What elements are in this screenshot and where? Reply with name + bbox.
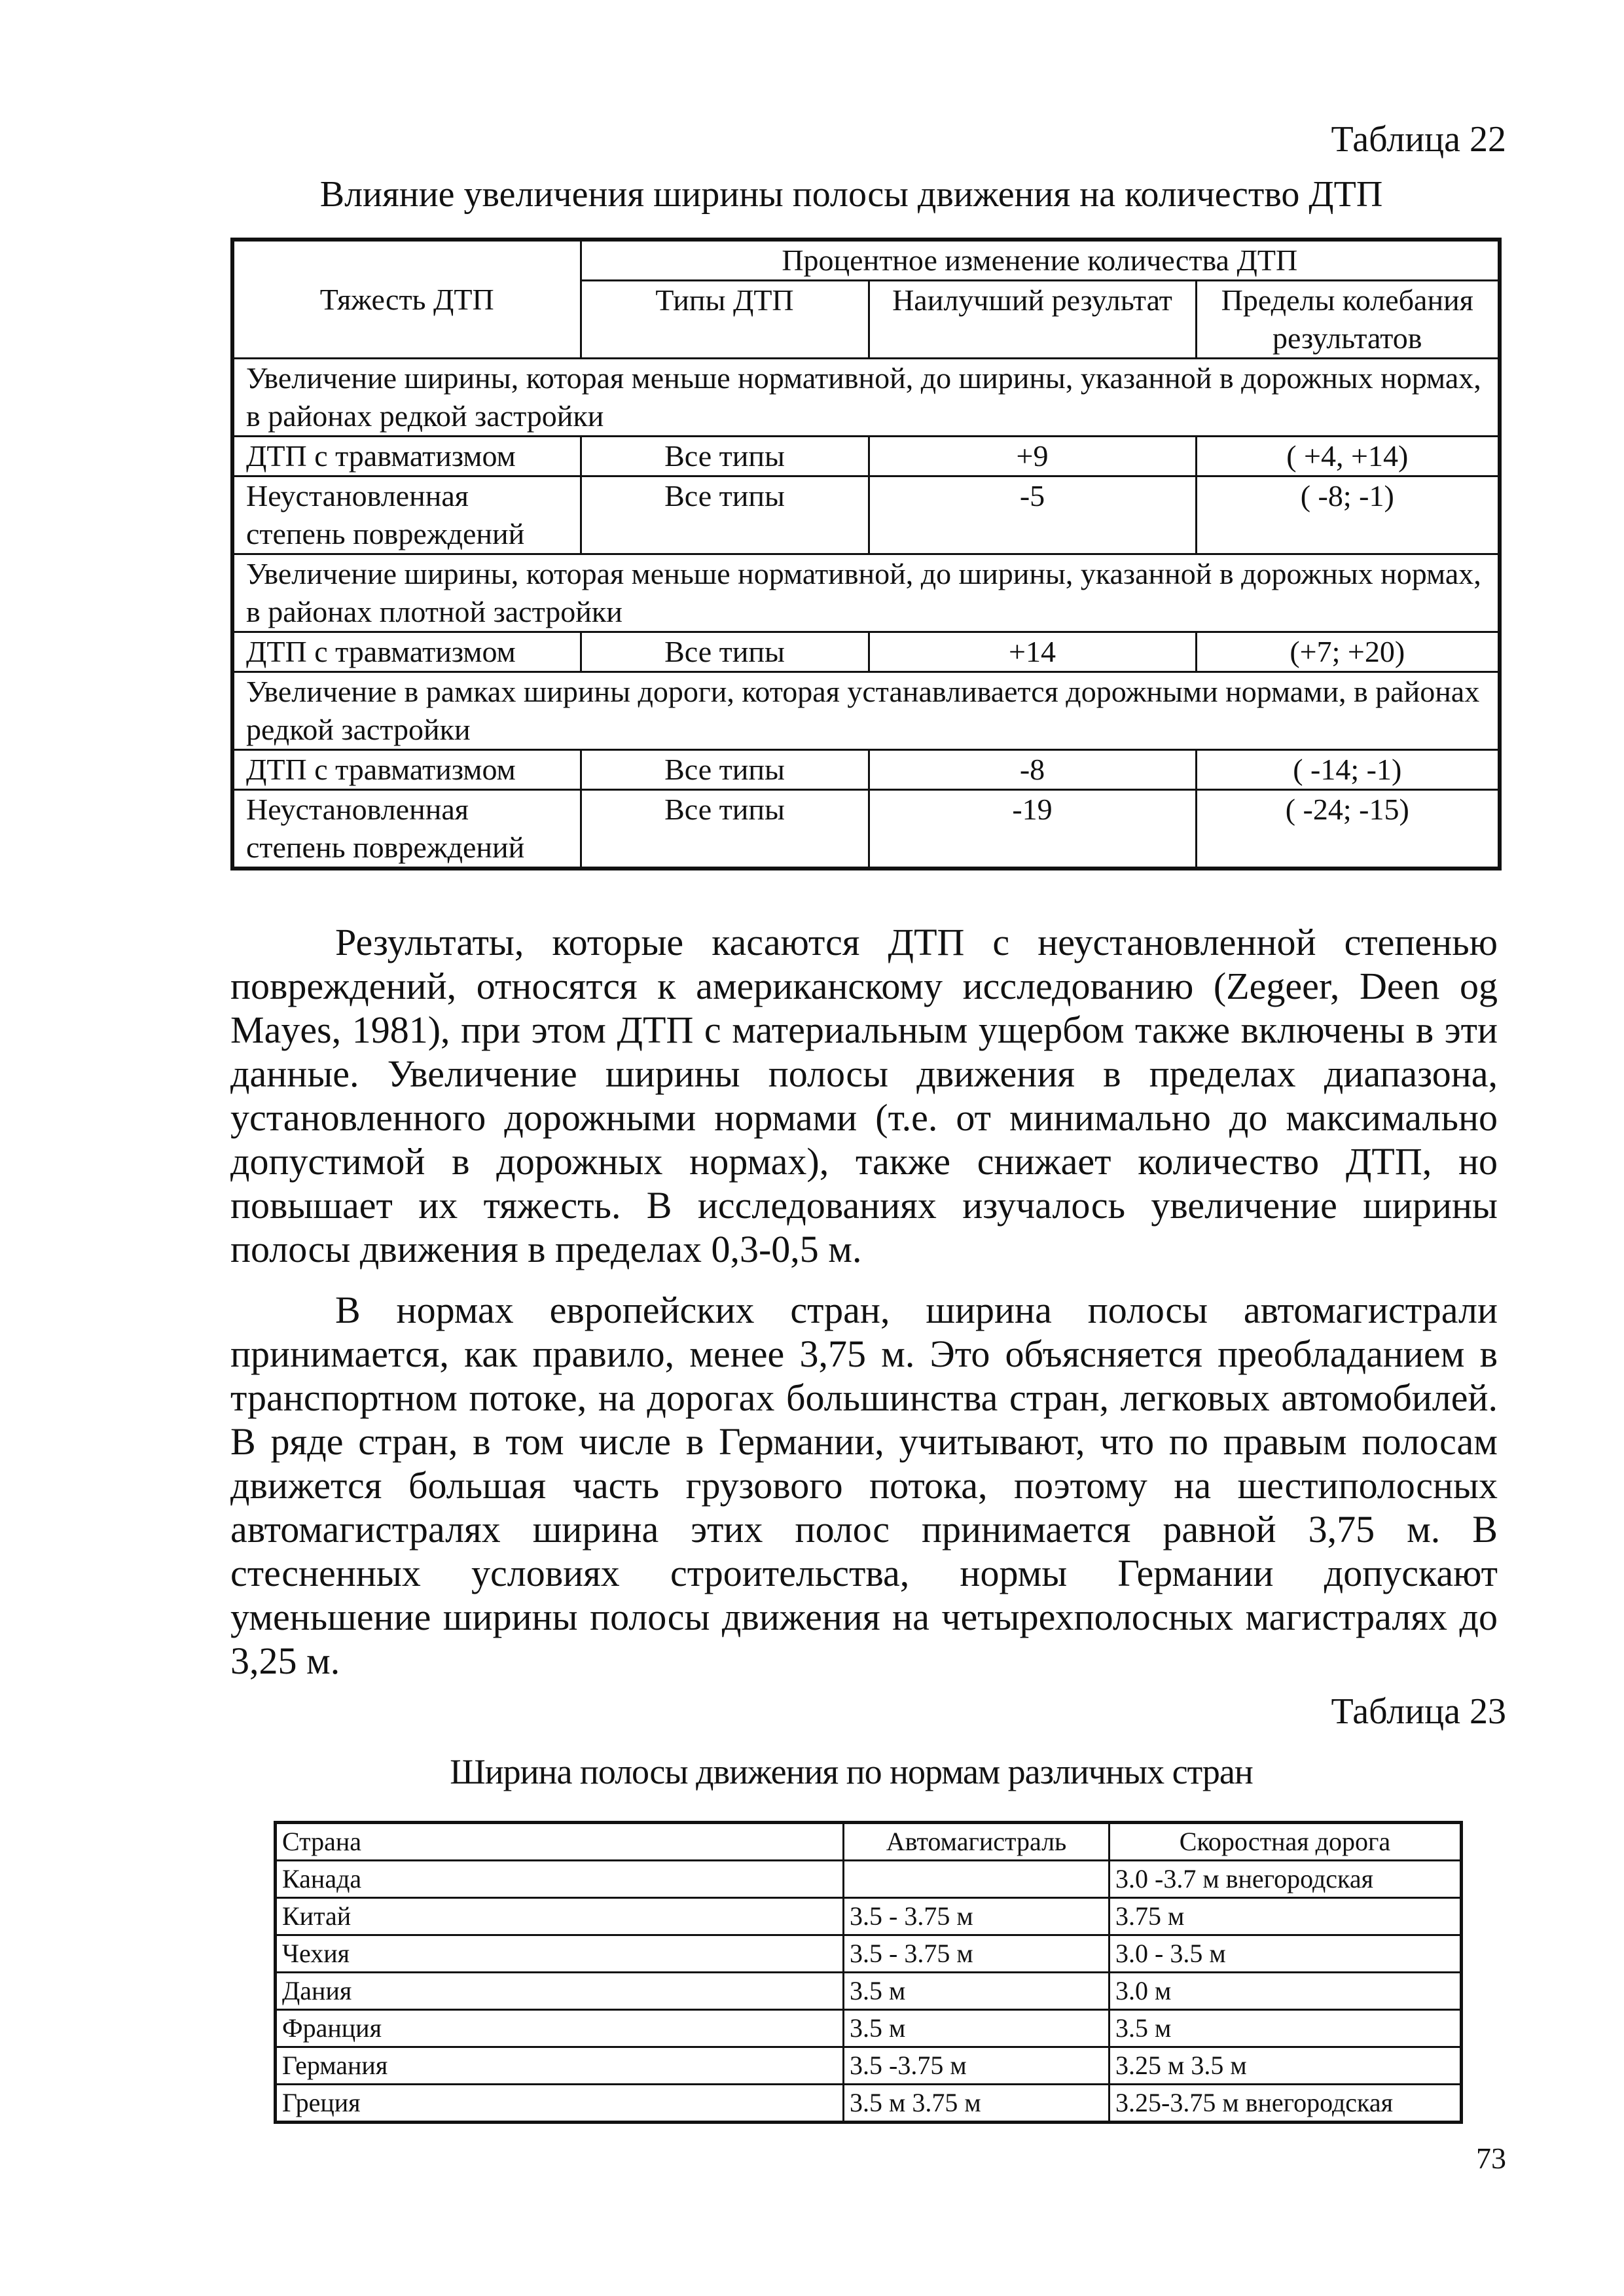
- table-row: [276, 1935, 1462, 1973]
- paragraph-text: Результаты, которые касаются ДТП с неустановленной степенью повреждений, относятся к американскому исследованию (Zegeer, Deen og Mayes, 1981), при этом ДТП с материальным ущербом также включены в эти данные. Увеличение ширины полосы движения в пределах диапазона, установленного дорожными нормами (т.е. от минимально до максимально допустимой в дорожных нормах), также снижает количество ДТП, но повышает их тяжесть. В исследованиях изучалось увеличение ширины полосы движения в пределах 0,3-0,5 м.: [230, 921, 1498, 1270]
- cell-best: +14: [869, 632, 1196, 672]
- paragraph-1: [230, 920, 1498, 1271]
- cell-best: -19: [869, 790, 1196, 869]
- cell-expressway: 3.75 м: [1110, 1898, 1462, 1935]
- header-country: Страна: [276, 1823, 844, 1861]
- cell-severity: Неустановленная степень повреждений: [232, 476, 581, 554]
- table-23-number: Таблица 23: [1331, 1691, 1506, 1732]
- table-23-title: Ширина полосы движения по нормам различных стран: [450, 1752, 1253, 1791]
- cell-types: Все типы: [581, 632, 869, 672]
- cell-country: Германия: [276, 2047, 844, 2085]
- cell-country: Греция: [276, 2085, 844, 2123]
- cell-types: Все типы: [581, 476, 869, 554]
- table-row: [232, 790, 1500, 869]
- cell-country: Чехия: [276, 1935, 844, 1973]
- cell-severity: ДТП с травматизмом: [232, 750, 581, 790]
- table-22-number: Таблица 22: [1331, 119, 1506, 160]
- paragraph-text: В нормах европейских стран, ширина полосы автомагистрали принимается, как правило, менее 3,75 м. Это объясняется преобладанием в транспортном потоке, на дорогах большинства стран, легковых автомобилей. В ряде стран, в том числе в Германии, учитывают, что по правым полосам движется большая часть грузового потока, поэтому на шестиполосных автомагистралях ширина этих полос принимается равной 3,75 м. В стесненных условиях строительства, нормы Германии допускают уменьшение ширины полосы движения на четырехполосных магистралях до 3,25 м.: [230, 1289, 1498, 1682]
- table-row: [232, 437, 1500, 476]
- cell-best: -8: [869, 750, 1196, 790]
- cell-best: -5: [869, 476, 1196, 554]
- table-row: [276, 1973, 1462, 2010]
- table-row: [232, 632, 1500, 672]
- table-header-row: [232, 240, 1500, 281]
- cell-motorway: 3.5 - 3.75 м: [844, 1898, 1110, 1935]
- cell-severity: ДТП с травматизмом: [232, 632, 581, 672]
- cell-range: (+7; +20): [1196, 632, 1500, 672]
- table-header-row: [276, 1823, 1462, 1861]
- cell-types: Все типы: [581, 750, 869, 790]
- page-number: 73: [1476, 2142, 1506, 2175]
- cell-country: Китай: [276, 1898, 844, 1935]
- cell-motorway: [844, 1861, 1110, 1898]
- cell-expressway: 3.25-3.75 м внегородская: [1110, 2085, 1462, 2123]
- section-caption: Увеличение в рамках ширины дороги, которая устанавливается дорожными нормами, в районах редкой застройки: [232, 672, 1500, 750]
- header-motorway: Автомагистраль: [844, 1823, 1110, 1861]
- table-row: [276, 2010, 1462, 2047]
- table-row: [276, 2047, 1462, 2085]
- cell-expressway: 3.0 -3.7 м внегородская: [1110, 1861, 1462, 1898]
- cell-severity: ДТП с травматизмом: [232, 437, 581, 476]
- table-row: [232, 750, 1500, 790]
- cell-range: ( -24; -15): [1196, 790, 1500, 869]
- cell-motorway: 3.5 м: [844, 2010, 1110, 2047]
- header-best: Наилучший результат: [869, 281, 1196, 359]
- paragraph-2: [230, 1288, 1498, 1683]
- lane-width-table: [274, 1821, 1463, 2124]
- cell-best: +9: [869, 437, 1196, 476]
- section-caption-row: [232, 554, 1500, 632]
- table-row: [232, 476, 1500, 554]
- accident-change-table: [230, 238, 1502, 870]
- cell-range: ( -14; -1): [1196, 750, 1500, 790]
- section-caption: Увеличение ширины, которая меньше нормативной, до ширины, указанной в дорожных нормах, в районах редкой застройки: [232, 359, 1500, 437]
- cell-types: Все типы: [581, 437, 869, 476]
- header-types: Типы ДТП: [581, 281, 869, 359]
- cell-types: Все типы: [581, 790, 869, 869]
- cell-expressway: 3.25 м 3.5 м: [1110, 2047, 1462, 2085]
- cell-country: Франция: [276, 2010, 844, 2047]
- table-row: [276, 1898, 1462, 1935]
- cell-expressway: 3.5 м: [1110, 2010, 1462, 2047]
- table-row: [276, 2085, 1462, 2123]
- table-row: [276, 1861, 1462, 1898]
- cell-country: Дания: [276, 1973, 844, 2010]
- cell-motorway: 3.5 м: [844, 1973, 1110, 2010]
- header-expressway: Скоростная дорога: [1110, 1823, 1462, 1861]
- cell-motorway: 3.5 - 3.75 м: [844, 1935, 1110, 1973]
- section-caption-row: [232, 359, 1500, 437]
- table-22-title: Влияние увеличения ширины полосы движения на количество ДТП: [319, 174, 1383, 215]
- section-caption-row: [232, 672, 1500, 750]
- header-group: Процентное изменение количества ДТП: [581, 240, 1500, 281]
- cell-motorway: 3.5 м 3.75 м: [844, 2085, 1110, 2123]
- header-range: Пределы колебания результатов: [1196, 281, 1500, 359]
- cell-expressway: 3.0 - 3.5 м: [1110, 1935, 1462, 1973]
- cell-expressway: 3.0 м: [1110, 1973, 1462, 2010]
- cell-country: Канада: [276, 1861, 844, 1898]
- cell-range: ( -8; -1): [1196, 476, 1500, 554]
- header-severity: Тяжесть ДТП: [232, 240, 581, 359]
- cell-range: ( +4, +14): [1196, 437, 1500, 476]
- cell-severity: Неустановленная степень повреждений: [232, 790, 581, 869]
- cell-motorway: 3.5 -3.75 м: [844, 2047, 1110, 2085]
- section-caption: Увеличение ширины, которая меньше нормативной, до ширины, указанной в дорожных нормах, в районах плотной застройки: [232, 554, 1500, 632]
